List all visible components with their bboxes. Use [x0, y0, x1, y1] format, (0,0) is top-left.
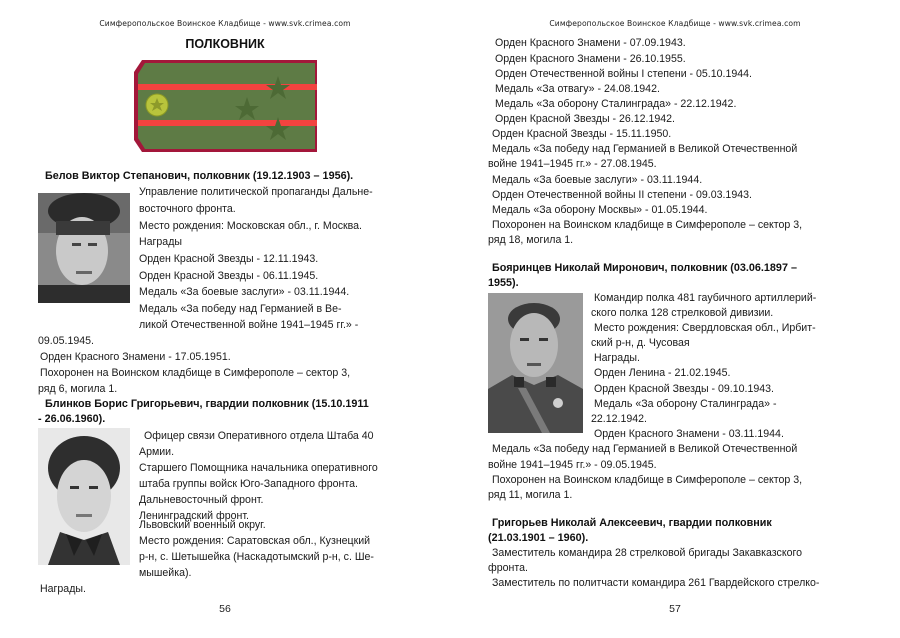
entry-heading-belov: Белов Виктор Степанович, полковник (19.12.1903 – 1956). — [45, 170, 354, 182]
portrait-photo-boyarintsev — [488, 293, 583, 433]
entry-line: Заместитель командира 28 стрелковой бригады Закавказского — [492, 547, 803, 559]
burial-line: ряд 11, могила 1. — [488, 489, 573, 501]
entry-line: мышейка). — [139, 567, 192, 579]
entry-line: Место рождения: Саратовская обл., Кузнецкий — [139, 535, 371, 547]
award-line: Орден Красного Знамени - 26.10.1955. — [495, 53, 686, 65]
entry-line: Старшего Помощника начальника оперативного — [139, 462, 378, 474]
entry-line: Орден Красной Звезды - 06.11.1945. — [139, 270, 319, 282]
award-line: Орден Отечественной войны I степени - 05.10.1944. — [495, 68, 752, 80]
entry-line: Медаль «За победу над Германией в Великой Отечественной — [492, 443, 798, 455]
colonel-shoulder-board-image — [134, 60, 317, 152]
entry-heading-blinkov: Блинков Борис Григорьевич, гвардии полковник (15.10.1911 — [45, 398, 369, 410]
entry-line: Офицер связи Оперативного отдела Штаба 40 — [144, 430, 374, 442]
entry-line: Орден Красного Знамени - 17.05.1951. — [40, 351, 231, 363]
entry-line: фронта. — [488, 562, 528, 574]
burial-line: Похоронен на Воинском кладбище в Симферополе – сектор 3, — [492, 474, 803, 486]
entry-line: 09.05.1945. — [38, 335, 94, 347]
rank-title: ПОЛКОВНИК — [185, 37, 265, 51]
award-line: войне 1941–1945 гг.» - 27.08.1945. — [488, 158, 657, 170]
entry-line: ликой Отечественной войне 1941–1945 гг.» - — [139, 319, 359, 331]
entry-line: 22.12.1942. — [591, 413, 647, 425]
page-57 — [450, 0, 900, 638]
entry-line: Место рождения: Свердловская обл., Ирбит- — [594, 322, 816, 334]
entry-line: Орден Ленина - 21.02.1945. — [594, 367, 731, 379]
entry-line: войне 1941–1945 гг.» - 09.05.1945. — [488, 459, 657, 471]
entry-line: Ленинградский фронт. — [139, 510, 249, 522]
award-line: Медаль «За боевые заслуги» - 03.11.1944. — [492, 174, 703, 186]
running-header: Симферопольское Воинское Кладбище - www.svk.crimea.com — [99, 19, 351, 28]
award-line: Медаль «За оборону Сталинграда» - 22.12.1942. — [495, 98, 737, 110]
entry-heading-blinkov-cont: - 26.06.1960). — [38, 413, 106, 425]
entry-line: штаба группы войск Юго-Западного фронта. — [139, 478, 358, 490]
entry-line: р-н, с. Шетышейка (Наскадотымский р-н, с. Ше- — [139, 551, 374, 563]
entry-line: ского полка 128 стрелковой дивизии. — [591, 307, 774, 319]
entry-line: Армии. — [139, 446, 175, 458]
entry-line: Медаль «За оборону Сталинграда» - — [594, 398, 777, 410]
award-line: Орден Красного Знамени - 07.09.1943. — [495, 37, 686, 49]
burial-line: ряд 18, могила 1. — [488, 234, 574, 246]
entry-line: Награды. — [594, 352, 640, 364]
award-line: Орден Отечественной войны II степени - 09.03.1943. — [492, 189, 752, 201]
entry-line: Заместитель по политчасти командира 261 Гвардейского стрелко- — [492, 577, 820, 589]
entry-heading-grigoryev-cont: (21.03.1901 – 1960). — [488, 532, 589, 544]
entry-heading-grigoryev: Григорьев Николай Алексеевич, гвардии полковник — [492, 517, 772, 529]
entry-line: Медаль «За победу над Германией в Ве- — [139, 303, 342, 315]
entry-line: Награды — [139, 236, 182, 248]
entry-heading-boyarintsev: Бояринцев Николай Миронович, полковник (03.06.1897 – — [492, 262, 797, 274]
running-header: Симферопольское Воинское Кладбище - www.svk.crimea.com — [549, 19, 801, 28]
burial-line: Похоронен на Воинском кладбище в Симферополе – сектор 3, — [492, 219, 803, 231]
award-line: Медаль «За оборону Москвы» - 01.05.1944. — [492, 204, 708, 216]
entry-line: Командир полка 481 гаубичного артиллерий- — [594, 292, 817, 304]
entry-heading-boyarintsev-cont: 1955). — [488, 277, 519, 289]
award-line: Орден Красной Звезды - 15.11.1950. — [492, 128, 672, 140]
entry-line: Львовский военный округ. — [139, 519, 266, 531]
entry-line: Место рождения: Московская обл., г. Москва. — [139, 220, 363, 232]
entry-line: Орден Красной Звезды - 12.11.1943. — [139, 253, 319, 265]
entry-line: Орден Красного Знамени - 03.11.1944. — [594, 428, 784, 440]
entry-line: Орден Красной Звезды - 09.10.1943. — [594, 383, 774, 395]
page-number: 57 — [669, 603, 681, 615]
entry-line: Награды. — [40, 583, 86, 595]
entry-line: Медаль «За боевые заслуги» - 03.11.1944. — [139, 286, 350, 298]
entry-line: ский р-н, д. Чусовая — [591, 337, 690, 349]
portrait-photo-blinkov — [38, 428, 130, 565]
entry-line: восточного фронта. — [139, 203, 236, 215]
entry-line: ряд 6, могила 1. — [38, 383, 118, 395]
award-line: Медаль «За победу над Германией в Великой Отечественной — [492, 143, 798, 155]
award-line: Орден Красной Звезды - 26.12.1942. — [495, 113, 675, 125]
portrait-photo-belov — [38, 193, 130, 303]
entry-line: Дальневосточный фронт. — [139, 494, 264, 506]
entry-line: Управление политической пропаганды Дальне- — [139, 186, 373, 198]
entry-line: Похоронен на Воинском кладбище в Симферополе – сектор 3, — [40, 367, 351, 379]
award-line: Медаль «За отвагу» - 24.08.1942. — [495, 83, 660, 95]
page-number: 56 — [219, 603, 231, 615]
